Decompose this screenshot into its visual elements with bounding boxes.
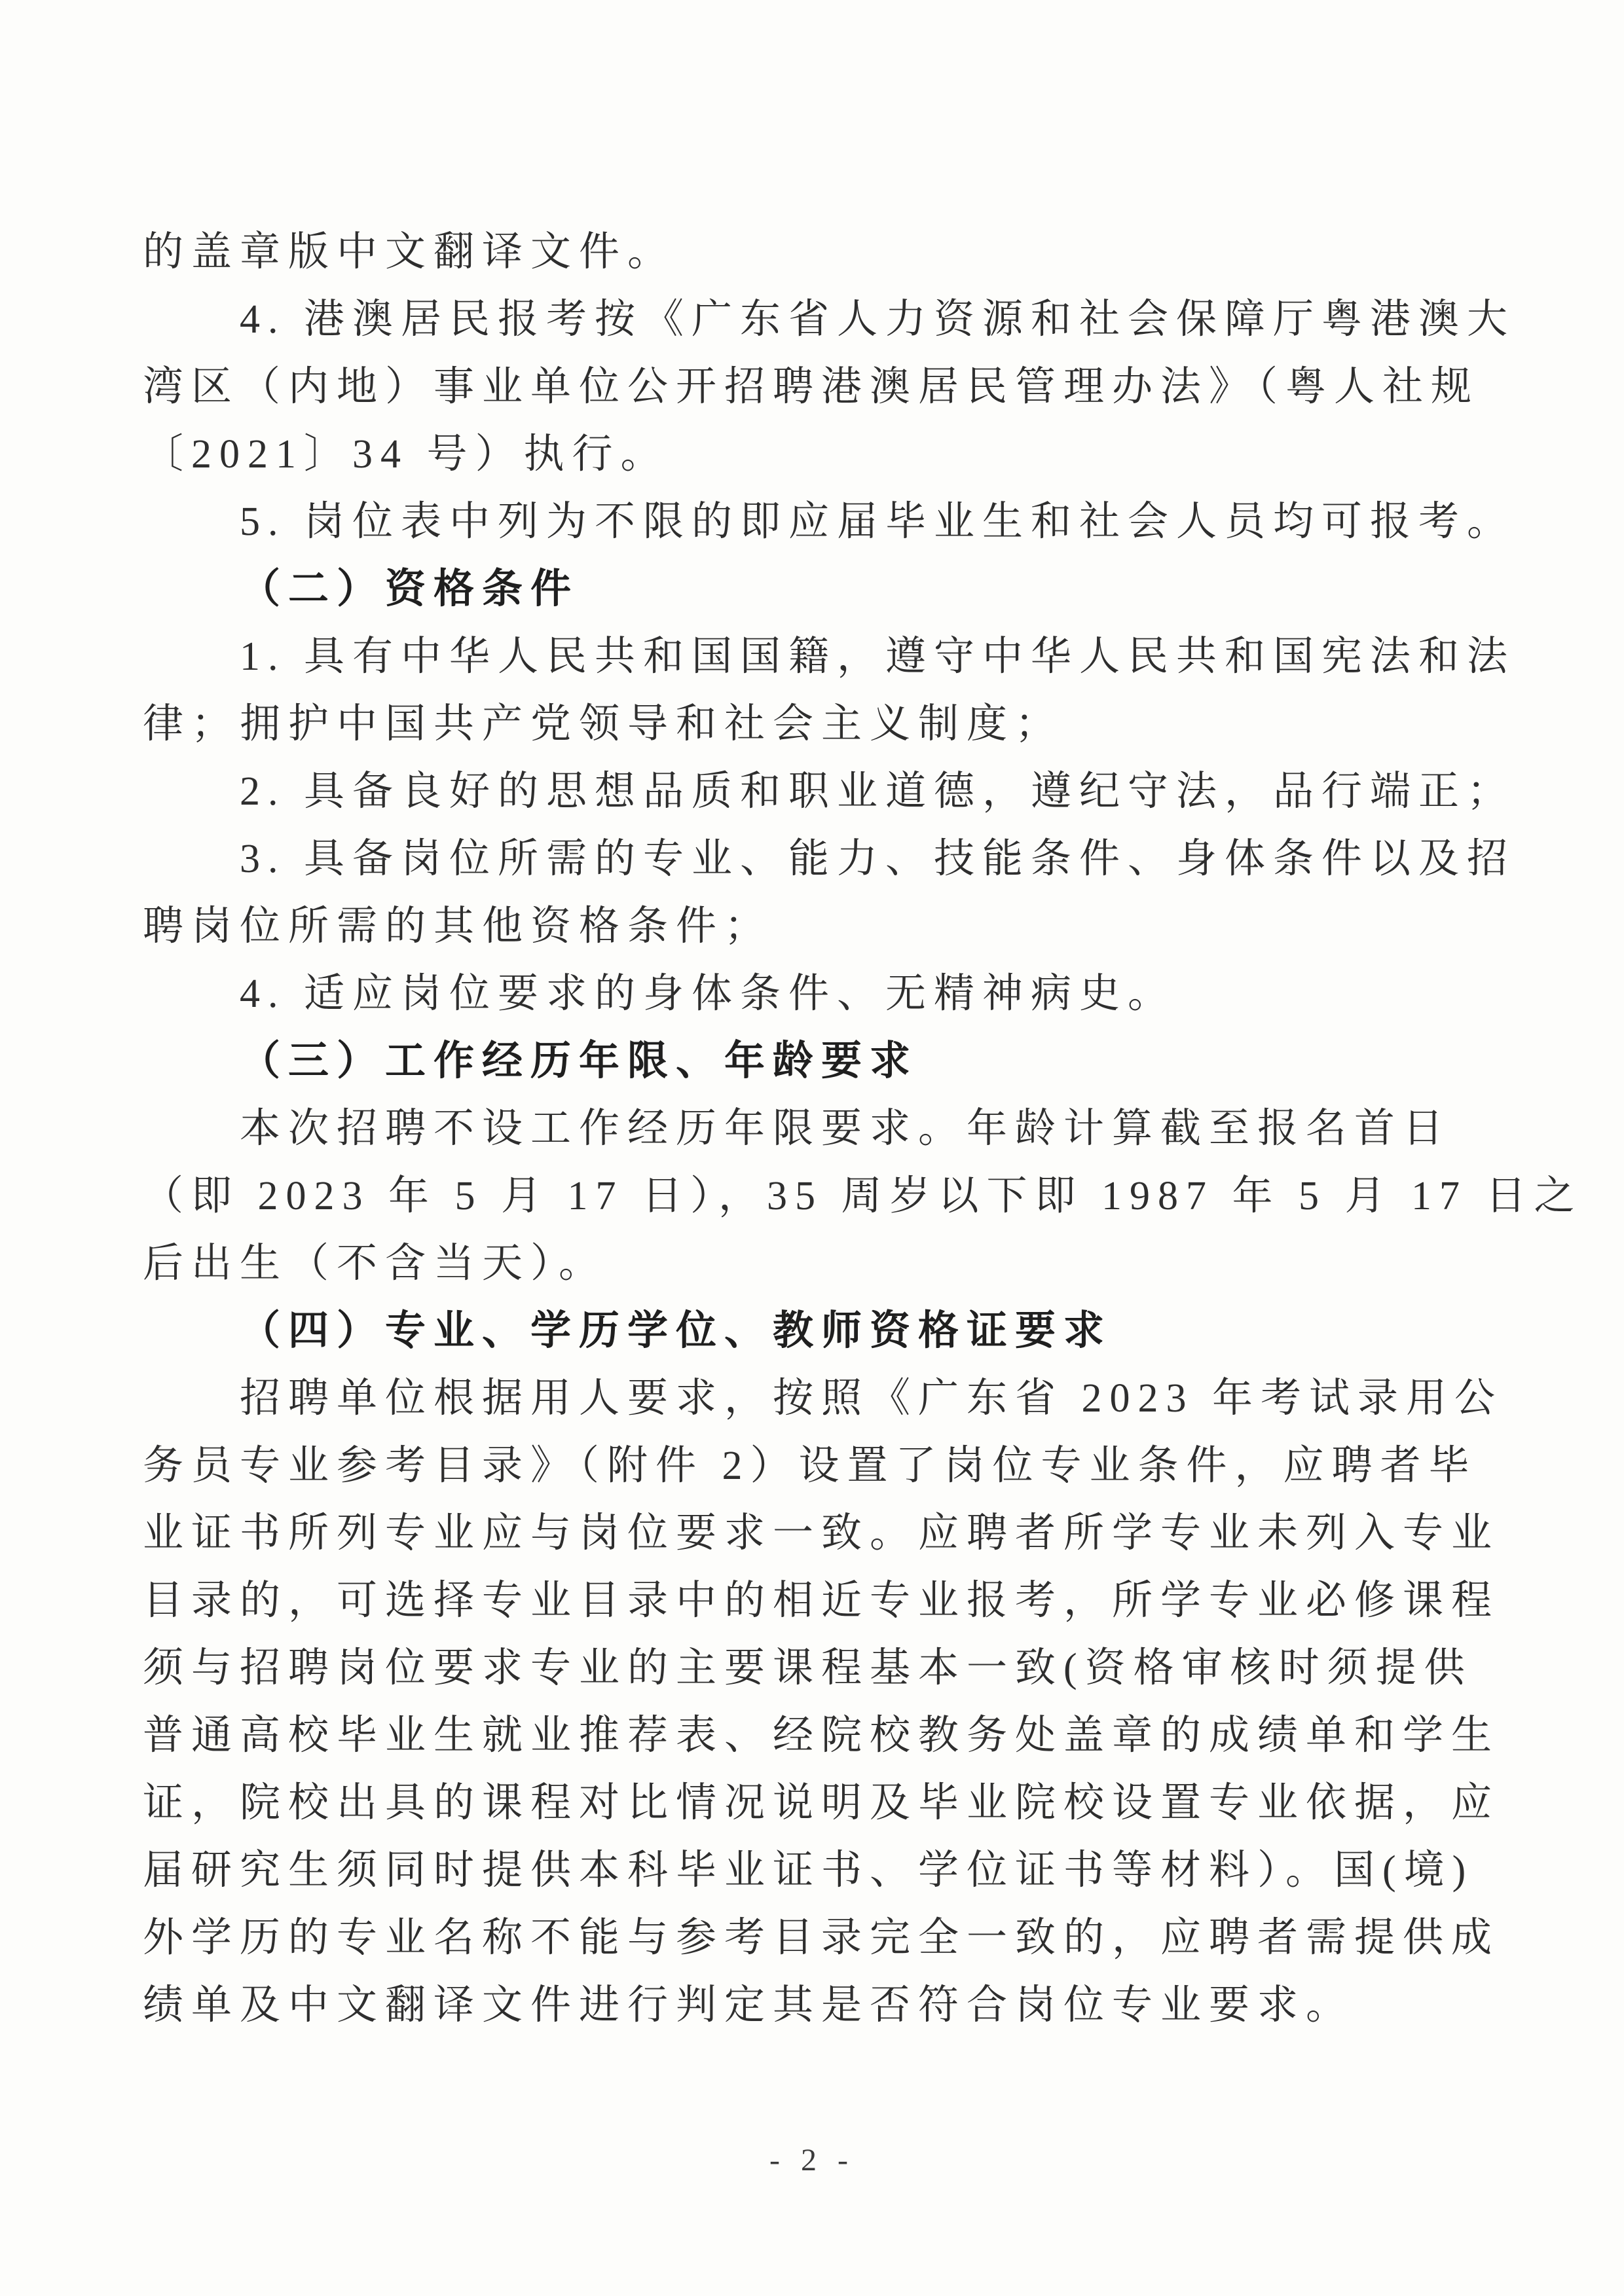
text-line: 外学历的专业名称不能与参考目录完全一致的，应聘者需提供成: [143, 1916, 1500, 1960]
section-heading: （四）专业、学历学位、教师资格证要求: [240, 1309, 1113, 1353]
section-heading: （三）工作经历年限、年龄要求: [240, 1039, 919, 1084]
text-line: 4. 适应岗位要求的身体条件、无精神病史。: [240, 972, 1177, 1016]
text-line: 普通高校毕业生就业推荐表、经院校教务处盖章的成绩单和学生: [143, 1713, 1500, 1758]
text-line: 的盖章版中文翻译文件。: [143, 230, 676, 274]
text-line: 务员专业参考目录》（附件 2）设置了岗位专业条件，应聘者毕: [143, 1444, 1477, 1488]
text-line: 证，院校出具的课程对比情况说明及毕业院校设置专业依据，应: [143, 1781, 1500, 1825]
page-footer: [0, 2142, 1624, 2178]
text-line: （即 2023 年 5 月 17 日），35 周岁以下即 1987 年 5 月 17 日之: [143, 1174, 1583, 1218]
text-line: 4. 港澳居民报考按《广东省人力资源和社会保障厅粤港澳大: [240, 297, 1516, 342]
text-line: 2. 具备良好的思想品质和职业道德，遵纪守法，品行端正；: [240, 769, 1516, 814]
text-line: 本次招聘不设工作经历年限要求。年龄计算截至报名首日: [240, 1106, 1452, 1151]
text-line: 3. 具备岗位所需的专业、能力、技能条件、身体条件以及招: [240, 837, 1516, 881]
text-line: 〔2021〕34 号）执行。: [143, 432, 669, 477]
text-line: 绩单及中文翻译文件进行判定其是否符合岗位专业要求。: [143, 1983, 1355, 2028]
text-line: 须与招聘岗位要求专业的主要课程基本一致(资格审核时须提供: [143, 1646, 1473, 1690]
text-line: 5. 岗位表中列为不限的即应届毕业生和社会人员均可报考。: [240, 500, 1516, 544]
text-line: 聘岗位所需的其他资格条件；: [143, 904, 773, 949]
text-line: 业证书所列专业应与岗位要求一致。应聘者所学专业未列入专业: [143, 1511, 1500, 1556]
text-line: 目录的，可选择专业目录中的相近专业报考，所学专业必修课程: [143, 1578, 1500, 1623]
section-heading: （二）资格条件: [240, 567, 580, 611]
text-line: 后出生（不含当天）。: [143, 1241, 608, 1286]
document-body: [143, 219, 1583, 2039]
text-line: 湾区（内地）事业单位公开招聘港澳居民管理办法》（粤人社规: [143, 365, 1480, 409]
text-line: 招聘单位根据用人要求，按照《广东省 2023 年考试录用公: [240, 1376, 1504, 1421]
text-line: 1. 具有中华人民共和国国籍，遵守中华人民共和国宪法和法: [240, 634, 1516, 679]
page-number: - 2 -: [769, 2143, 855, 2178]
text-line: 律；拥护中国共产党领导和社会主义制度；: [143, 702, 1064, 746]
text-line: 届研究生须同时提供本科毕业证书、学位证书等材料）。国(境): [143, 1848, 1474, 1893]
